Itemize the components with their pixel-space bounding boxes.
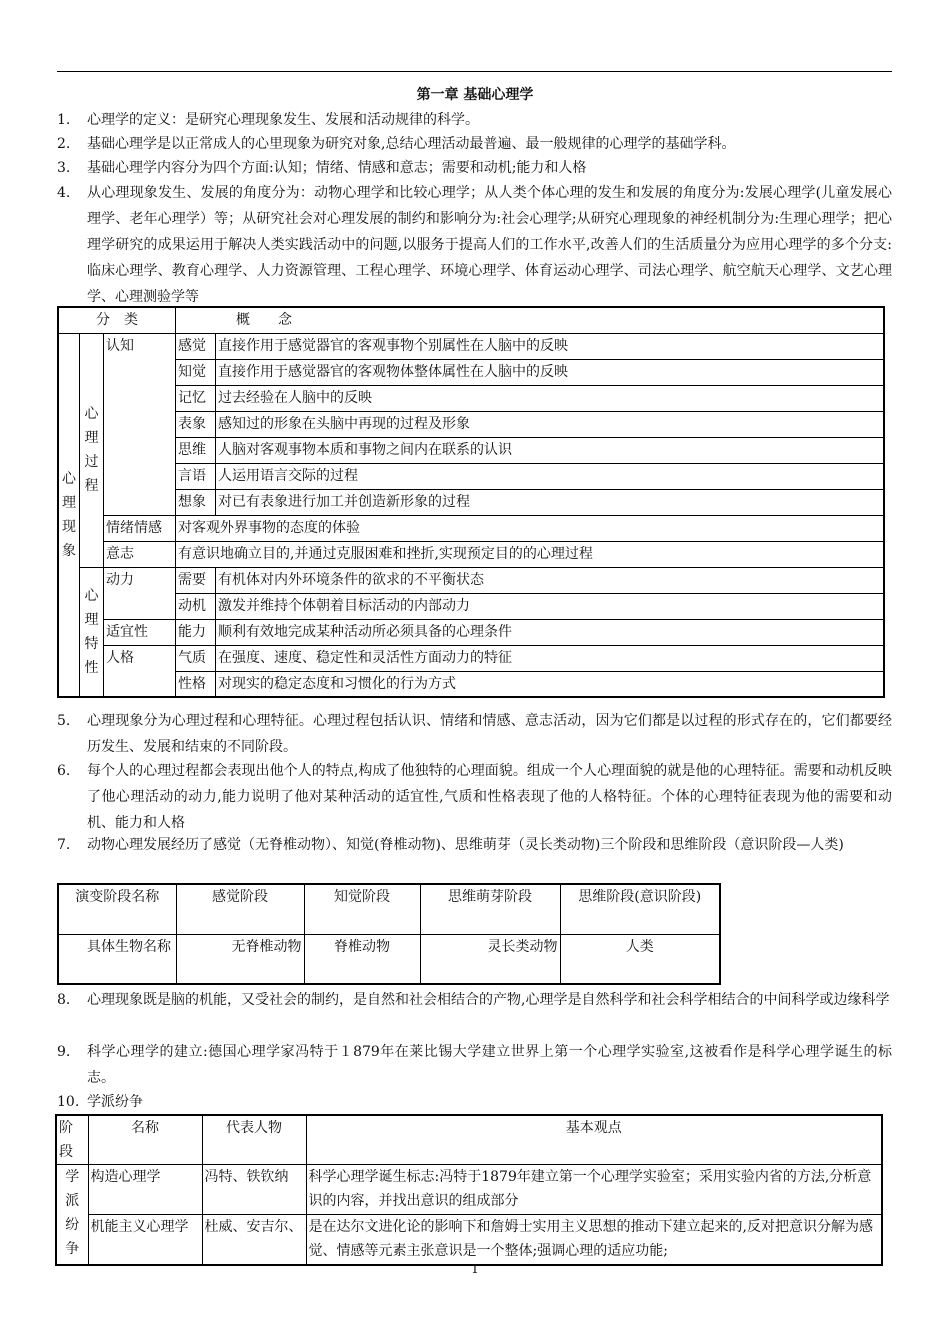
table-cell: 脊椎动物 (304, 934, 420, 984)
category-label: 动力 (104, 567, 176, 619)
term-cell: 性格 (176, 671, 216, 697)
table-cell: 科学心理学诞生标志:冯特于1879年建立第一个心理学实验室；采用实验内省的方法,分析意识的内容，并找出意识的组成部分 (306, 1165, 882, 1215)
table-header: 概 念 (176, 307, 885, 333)
definition-cell: 人脑对客观事物本质和事物之间内在联系的认识 (216, 437, 885, 463)
table-header: 演变阶段名称 (58, 884, 176, 934)
table-cell: 无脊椎动物 (176, 934, 304, 984)
table-cell: 构造心理学 (88, 1165, 202, 1215)
table-header: 感觉阶段 (176, 884, 304, 934)
page-number: 1 (471, 1262, 479, 1276)
definition-cell: 直接作用于感觉器官的客观物体整体属性在人脑中的反映 (216, 359, 885, 385)
term-cell: 感觉 (176, 333, 216, 359)
list-item: 1. 心理学的定义：是研究心理现象发生、发展和活动规律的科学。 (57, 112, 479, 128)
table-header: 思维萌芽阶段 (420, 884, 560, 934)
term-cell: 言语 (176, 463, 216, 489)
header-rule (57, 71, 892, 72)
list-item: 2. 基础心理学是以正常成人的心里现象为研究对象,总结心理活动最普遍、最一般规律的心理学的基础学科。 (57, 136, 736, 152)
table-cell: 冯特、铁钦纳 (202, 1165, 306, 1215)
term-cell: 需要 (176, 567, 216, 593)
table-header: 代表人物 (202, 1115, 306, 1165)
table-header: 分 类 (58, 307, 176, 333)
definition-cell: 直接作用于感觉器官的客观事物个别属性在人脑中的反映 (216, 333, 885, 359)
table-header: 知觉阶段 (304, 884, 420, 934)
table-header: 名称 (88, 1115, 202, 1165)
category-label: 心理现象 (58, 333, 80, 697)
definition-cell: 人运用语言交际的过程 (216, 463, 885, 489)
table-header: 阶段 (56, 1115, 88, 1165)
category-label: 意志 (104, 541, 176, 567)
evolution-stage-table (57, 883, 721, 985)
table-cell: 是在达尔文进化论的影响下和詹姆士实用主义思想的推动下建立起来的,反对把意识分解为感觉、情感等元素主张意识是一个整体;强调心理的适应功能; (306, 1215, 882, 1265)
list-item: 4. 从心理现象发生、发展的角度分为：动物心理学和比较心理学；从人类个体心理的发生和发展的角度分为:发展心理学(儿童发展心理学、老年心理学）等；从研究社会对心理发展的制约和影响分为:社会心理学;从研究心理现象的神经机制分为:生理心理学；把心理学研究的成果运用于解决人类实践活动中的问题,以服务于提高人们的工作水平,改善人们的生活质量分为应用心理学的多个分支:临床心理学、教育心理学、人力资源管理、工程心理学、环境心理学、体育运动心理学、司法心理学、航空航天心理学、文艺心理学、心理测验学等 (57, 185, 892, 305)
table-cell: 灵长类动物 (420, 934, 560, 984)
definition-cell: 顺利有效地完成某种活动所必须具备的心理条件 (216, 619, 885, 645)
category-label: 人格 (104, 645, 176, 697)
list-item: 10. 学派纷争 (57, 1094, 143, 1110)
definition-cell: 有机体对内外环境条件的欲求的不平衡状态 (216, 567, 885, 593)
category-label: 认知 (104, 333, 176, 515)
psychology-phenomena-table (57, 306, 885, 698)
list-item: 3. 基础心理学内容分为四个方面:认知；情绪、情感和意志；需要和动机;能力和人格 (57, 160, 587, 176)
chapter-title: 第一章 基础心理学 (416, 87, 534, 103)
table-cell: 具体生物名称 (58, 934, 176, 984)
definition-cell: 过去经验在人脑中的反映 (216, 385, 885, 411)
term-cell: 知觉 (176, 359, 216, 385)
stage-label: 学派纷争 (56, 1165, 88, 1265)
definition-cell: 对客观外界事物的态度的体验 (176, 515, 885, 541)
table-cell: 人类 (560, 934, 720, 984)
list-item: 7. 动物心理发展经历了感觉（无脊椎动物）、知觉(脊椎动物)、思维萌芽（灵长类动物)三个阶段和思维阶段（意识阶段—人类) (57, 837, 844, 853)
definition-cell: 对现实的稳定态度和习惯化的行为方式 (216, 671, 885, 697)
term-cell: 思维 (176, 437, 216, 463)
term-cell: 记忆 (176, 385, 216, 411)
term-cell: 想象 (176, 489, 216, 515)
category-label: 情绪情感 (104, 515, 176, 541)
term-cell: 能力 (176, 619, 216, 645)
table-cell: 杜威、安吉尔、 (202, 1215, 306, 1265)
term-cell: 动机 (176, 593, 216, 619)
school-dispute-table (55, 1114, 883, 1266)
term-cell: 表象 (176, 411, 216, 437)
table-header: 思维阶段(意识阶段) (560, 884, 720, 934)
list-item: 6. 每个人的心理过程都会表现出他个人的特点,构成了他独特的心理面貌。组成一个人心理面貌的就是他的心理特征。需要和动机反映了他心理活动的动力,能力说明了他对某种活动的适宜性,气质和性格表现了他的人格特征。个体的心理特征表现为他的需要和动机、能力和人格 (57, 763, 892, 831)
definition-cell: 对已有表象进行加工并创造新形象的过程 (216, 489, 885, 515)
category-label: 适宜性 (104, 619, 176, 645)
definition-cell: 有意识地确立目的,并通过克服困难和挫折,实现预定目的的心理过程 (176, 541, 885, 567)
table-cell: 机能主义心理学 (88, 1215, 202, 1265)
category-label: 心理过程 (80, 333, 104, 567)
term-cell: 气质 (176, 645, 216, 671)
list-item: 9. 科学心理学的建立:德国心理学家冯特于１879年在莱比锡大学建立世界上第一个心理学实验室,这被看作是科学心理学诞生的标志。 (57, 1044, 892, 1086)
definition-cell: 在强度、速度、稳定性和灵活性方面动力的特征 (216, 645, 885, 671)
category-label: 心理特性 (80, 567, 104, 697)
list-item: 8. 心理现象既是脑的机能，又受社会的制约，是自然和社会相结合的产物,心理学是自然科学和社会科学相结合的中间科学或边缘科学 (57, 992, 890, 1008)
definition-cell: 感知过的形象在头脑中再现的过程及形象 (216, 411, 885, 437)
definition-cell: 激发并维持个体朝着目标活动的内部动力 (216, 593, 885, 619)
table-header: 基本观点 (306, 1115, 882, 1165)
list-item: 5. 心理现象分为心理过程和心理特征。心理过程包括认识、情绪和情感、意志活动，因为它们都是以过程的形式存在的，它们都要经历发生、发展和结束的不同阶段。 (57, 713, 892, 755)
